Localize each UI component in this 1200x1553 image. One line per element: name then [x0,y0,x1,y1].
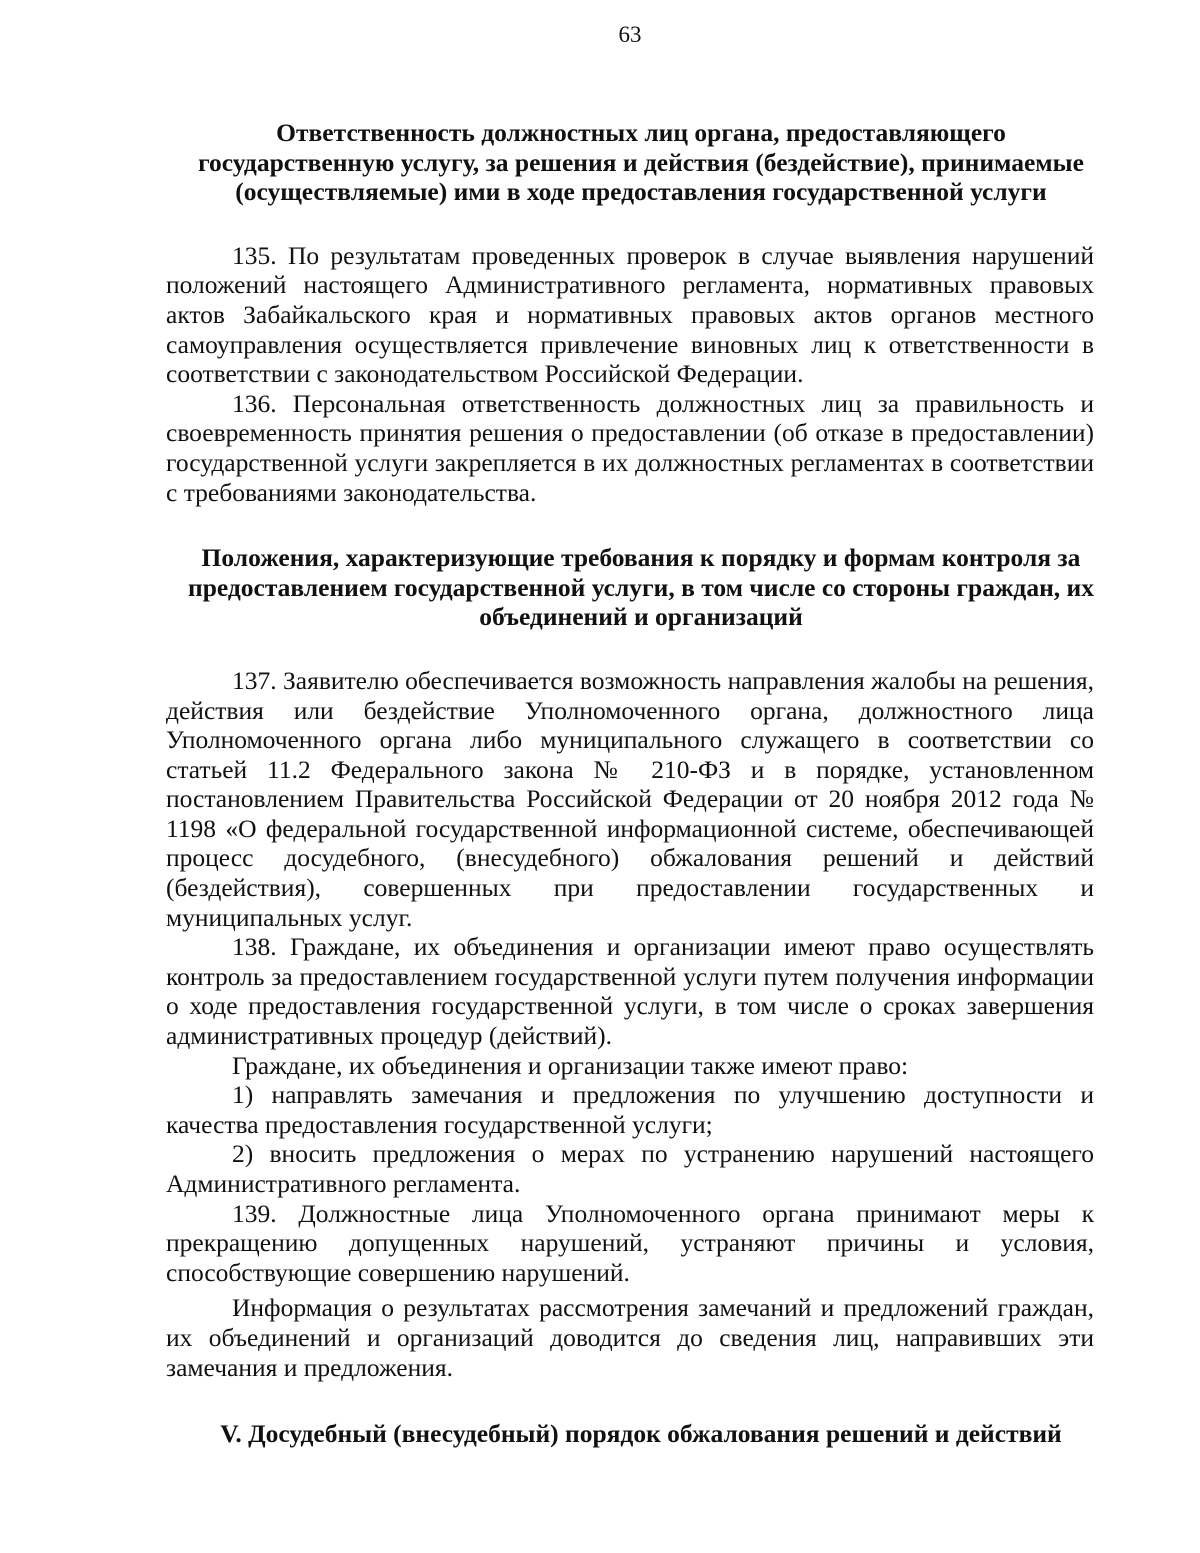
page-number: 63 [618,22,642,47]
paragraph-135: 135. По результатам проведенных проверок в случае выявления нарушений положений настоящего Административного регламента, нормативных правовых актов Забайкальского края и нормативных правовых актов органов местного самоуправления осуществляется привлечение виновных лиц к ответственности в соответствии с законодательством Российской Федерации. [166,240,1094,389]
paragraph-137: 137. Заявителю обеспечивается возможность направления жалобы на решения, действия или бездействие Уполномоченного органа, должностного лица Уполномоченного органа либо муниципального служащего в соответствии со статьей 11.2 Федерального закона № 210-ФЗ и в порядке, установленном постановлением Правительства Российской Федерации от 20 ноября 2012 года № 1198 «О федеральной государственной информационной системе, обеспечивающей процесс досудебного, (внесудебного) обжалования решений и действий (бездействия), совершенных при предоставлении государственных и муниципальных услуг. [166,665,1094,932]
section-heading-control: Положения, характеризующие требования к порядку и формам контроля за предоставлением государственной услуги, в том числе со стороны граждан, их объединений и организаций [188,543,1094,632]
paragraph-138: 138. Граждане, их объединения и организации имеют право осуществлять контроль за предоставлением государственной услуги путем получения информации о ходе предоставления государственной услуги, в том числе о сроках завершения административных процедур (действий). [166,932,1094,1051]
paragraph-136: 136. Персональная ответственность должностных лиц за правильность и своевременность принятия решения о предоставлении (об отказе в предоставлении) государственной услуги закрепляется в их должностных регламентах в соответствии с требованиями законодательства. [166,388,1094,507]
paragraph-139-info: Информация о результатах рассмотрения замечаний и предложений граждан, их объединений и организаций доводится до сведения лиц, направивших эти замечания и предложения. [166,1293,1094,1382]
section-heading-appeal: V. Досудебный (внесудебный) порядок обжалования решений и действий [220,1419,1062,1449]
paragraph-138-item-2: 2) вносить предложения о мерах по устранению нарушений настоящего Административного регламента. [166,1139,1094,1198]
document-body [166,118,1094,1449]
section-heading-responsibility: Ответственность должностных лиц органа, предоставляющего государственную услугу, за решения и действия (бездействие), принимаемые (осуществляемые) ими в ходе предоставления государственной услуги [198,118,1084,207]
paragraph-138-rights: Граждане, их объединения и организации также имеют право: [232,1050,909,1080]
paragraph-139: 139. Должностные лица Уполномоченного органа принимают меры к прекращению допущенных нарушений, устраняют причины и условия, способствующие совершению нарушений. [166,1198,1094,1287]
paragraph-138-item-1: 1) направлять замечания и предложения по улучшению доступности и качества предоставления государственной услуги; [166,1080,1094,1139]
